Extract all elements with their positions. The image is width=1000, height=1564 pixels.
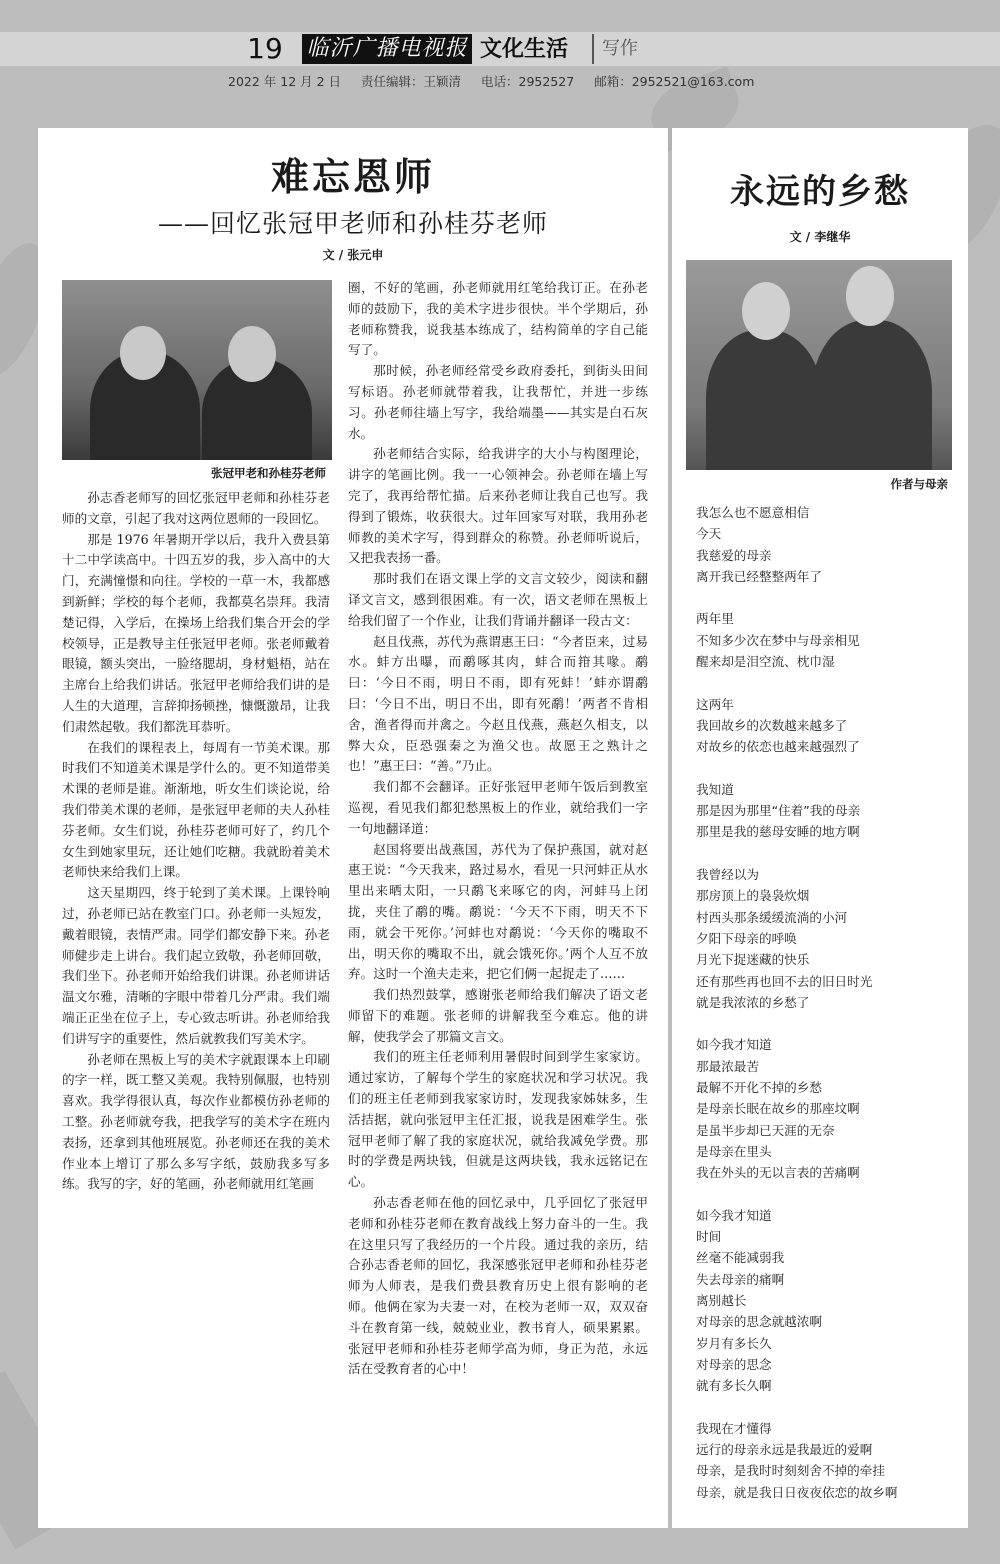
poem-line: 我回故乡的次数越来越多了 (696, 717, 848, 733)
poem-line: 那里是我的慈母安睡的地方啊 (696, 824, 860, 840)
poem-stanza (696, 502, 956, 587)
poem-line: 是虽半步却已天涯的无奈 (696, 1122, 835, 1138)
author-mother-photo (686, 260, 952, 470)
photo-caption: 张冠甲老和孙桂芬老师 (211, 466, 326, 480)
email-address: 邮箱：2952521@163.com (594, 74, 755, 89)
poem-line: 离开我已经整整两年了 (696, 568, 822, 584)
phone-number: 电话：2952527 (481, 74, 575, 89)
article-byline: 文 / 张元申 (322, 248, 384, 262)
paragraph: 孙志香老师写的回忆张冠甲老师和孙桂芬老师的文章，引起了我对这两位恩师的一段回忆。 (62, 490, 330, 526)
paragraph: 赵国将要出战燕国，苏代为了保护燕国，就对赵惠王说：“今天我来，路过易水，看见一只河蚌正从水里出来晒太阳，一只鹬飞来啄它的肉，河蚌马上闭拢，夹住了鹬的嘴。鹬说：‘今天不下雨，明天不下雨，就会干死你。’河蚌也对鹬说：‘今天你的嘴取不出，明天你的嘴取不出，就会饿死你。’两个人互不放弃。这时一个渔夫走来，把它们俩一起捉走了…… (348, 841, 648, 982)
poem-line: 对母亲的思念 (696, 1356, 772, 1372)
paragraph: 那时我们在语文课上学的文言文较少，阅读和翻译文言文，感到很困难。有一次，语文老师在黑板上给我们留了一个作业，让我们背诵并翻译一段古文： (348, 571, 648, 628)
poem-line: 两年里 (696, 611, 734, 627)
poem-byline: 文 / 李继华 (789, 230, 851, 244)
issue-date: 2022 年 12 月 2 日 (228, 74, 342, 89)
poem-line: 对故乡的依恋也越来越强烈了 (696, 739, 860, 755)
editor-name: 责任编辑：王颖清 (361, 74, 462, 89)
poem-line: 这两年 (696, 696, 734, 712)
poem-line: 时间 (696, 1229, 722, 1245)
poem-line: 今天 (696, 526, 722, 542)
paragraph: 在我们的课程表上，每周有一节美术课。那时我们不知道美术课是学什么的。更不知道带美术课的老师是谁。渐渐地，听女生们谈论说，给我们带美术课的老师，是张冠甲老师的夫人孙桂芬老师。女生们说，孙桂芬老师可好了，约几个女生到她家里玩，还让她们吃糖。我就盼着美术老师快来给我们上课。 (62, 739, 330, 880)
person-face (228, 326, 276, 382)
poem-line: 那房顶上的袅袅炊烟 (696, 888, 810, 904)
poem-line: 失去母亲的痛啊 (696, 1271, 785, 1287)
article-title: 难忘恩师 (270, 154, 435, 199)
paragraph: 孙老师在黑板上写的美术字就跟课本上印刷的字一样，既工整又美观。我特别佩服，也特别喜欢。我学得很认真，每次作业都模仿孙老师的工整。孙老师就夸我，把我学写的美术字在班内表扬，还拿到其他班展览。孙老师还在我的美术作业本上增订了那么多写字纸，鼓励我多写多练。我写的字，好的笔画，孙老师就用红笔画 (62, 1051, 330, 1192)
paragraph: 圈，不好的笔画，孙老师就用红笔给我订正。在孙老师的鼓励下，我的美术字进步很快。半个学期后，孙老师称赞我，说我基本练成了，结构简单的字自己能写了。 (348, 280, 648, 358)
poem-stanza (696, 608, 956, 672)
article-panel-right (672, 128, 968, 1528)
poem-line: 村西头那条缓缓流淌的小河 (696, 909, 848, 925)
poem-line: 月光下捉迷藏的快乐 (696, 952, 810, 968)
paragraph: 那时候，孙老师经常受乡政府委托，到街头田间写标语。孙老师就带着我，让我帮忙，并进一步练习。孙老师往墙上写字，我给端墨——其实是白石灰水。 (348, 363, 648, 441)
newspaper-name: 临沂广播电视报 (302, 34, 472, 64)
poem-stanza (696, 1418, 956, 1503)
poem-line: 我现在才懂得 (696, 1420, 772, 1436)
poem-line: 我曾经以为 (696, 867, 759, 883)
paragraph: 赵且伐燕，苏代为燕谓惠王曰：“今者臣来，过易水。蚌方出曝，而鹬啄其肉，蚌合而箝其喙。鹬曰：‘今日不雨，明日不雨，即有死蚌！’蚌亦谓鹬曰：‘今日不出，明日不出，即有死鹬！’两者不肯相舍，渔者得而并禽之。今赵且伐燕，燕赵久相支，以弊大众，臣恐强秦之为渔父也。故愿王之熟计之也！”惠王曰：“善。”乃止。 (348, 633, 648, 774)
text-column-2 (348, 278, 648, 1380)
paragraph: 那是 1976 年暑期开学以后，我升入费县第十二中学读高中。十四五岁的我，步入高中的大门，充满憧憬和向往。学校的一草一木，我都感到新鲜；学校的每个老师，我都莫名崇拜。我清楚记得，入学后，在操场上给我们集合开会的学校领导，正是教导主任张冠甲老师。张老师戴着眼镜，额头突出，一脸络腮胡，身材魁梧，站在主席台上给我们讲话。张冠甲老师给我们讲的是人生的大道理，言辞抑扬顿挫，慷慨激昂，让我们肃然起敬。我们都洗耳恭听。 (62, 531, 330, 734)
poem-line: 是母亲在里头 (696, 1143, 772, 1159)
poem-line: 离别越长 (696, 1292, 747, 1308)
poem-line: 就是我浓浓的乡愁了 (696, 994, 810, 1010)
poem-line: 岁月有多长久 (696, 1335, 772, 1351)
poem-line: 是母亲长眠在故乡的那座坟啊 (696, 1101, 860, 1117)
person-silhouette (812, 320, 932, 470)
poem-stanza (696, 1205, 956, 1397)
poem-stanza (696, 864, 956, 1013)
poem-line: 我知道 (696, 781, 734, 797)
poem-line: 醒来却是泪空流、枕巾湿 (696, 654, 835, 670)
person-silhouette (706, 330, 822, 470)
poem-line: 如今我才知道 (696, 1207, 772, 1223)
poem-line: 远行的母亲永远是我最近的爱啊 (696, 1442, 873, 1458)
poem-stanza (696, 694, 956, 758)
poem-stanza (696, 779, 956, 843)
poem-line: 母亲，就是我日日夜夜依恋的故乡啊 (696, 1484, 898, 1500)
paragraph: 我们的班主任老师利用暑假时间到学生家家访。通过家访，了解每个学生的家庭状况和学习状况。我们的班主任老师到我家家访时，发现我家姊妹多，生活拮据，就向张冠甲主任汇报，说我是困难学生。张冠甲老师了解了我的家庭状况，就给我减免学费。那时的学费是两块钱，但就是这两块钱，我永远铭记在心。 (348, 1049, 648, 1190)
poem-line: 不知多少次在梦中与母亲相见 (696, 632, 860, 648)
poem-line: 我慈爱的母亲 (696, 547, 772, 563)
person-face (120, 326, 166, 380)
poem-line: 还有那些再也回不去的旧日时光 (696, 973, 873, 989)
page-number: 19 (247, 32, 283, 65)
person-face (846, 266, 894, 326)
paragraph: 我们热烈鼓掌，感谢张老师给我们解决了语文老师留下的难题。张老师的讲解我至今难忘。他的讲解，使我学会了那篇文言文。 (348, 987, 648, 1044)
paragraph: 我们都不会翻译。正好张冠甲老师午饭后到教室巡视，看见我们都犯愁黑板上的作业，就给我们一字一句地翻译道： (348, 779, 648, 836)
person-face (742, 282, 790, 340)
paragraph: 孙老师结合实际，给我讲字的大小与构图理论，讲字的笔画比例。我一一心领神会。孙老师在墙上写完了，我再给帮忙描。后来孙老师让我自己也写。我得到了锻炼，收获很大。过年回家写对联，我用孙老师教的美术字写，得到群众的称赞。孙老师听说后，又把我表扬一番。 (348, 446, 648, 566)
poem-line: 最解不开化不掉的乡愁 (696, 1080, 822, 1096)
article-subtitle: ——回忆张冠甲老师和孙桂芬老师 (158, 209, 549, 238)
poem-line: 我在外头的无以言表的苦痛啊 (696, 1165, 860, 1181)
poem-line: 母亲，是我时时刻刻舍不掉的牵挂 (696, 1463, 885, 1479)
issue-meta (228, 72, 770, 90)
poem-line: 对母亲的思念就越浓啊 (696, 1314, 822, 1330)
poem-title: 永远的乡愁 (730, 172, 910, 212)
poem-body (696, 502, 956, 1524)
poem-line: 我怎么也不愿意相信 (696, 505, 810, 520)
sub-section-name: 写作 (592, 34, 638, 64)
paragraph: 孙志香老师在他的回忆录中，几乎回忆了张冠甲老师和孙桂芬老师在教育战线上努力奋斗的一生。我在这里只写了我经历的一个片段。通过我的亲历，结合孙志香老师的回忆，我深感张冠甲老师和孙桂芬老师为人师表，是我们费县教育历史上很有影响的老师。他俩在家为夫妻一对，在校为老师一双，双双奋斗在教育第一线，兢兢业业，教书育人，硕果累累。张冠甲老师和孙桂芬老师学高为师，身正为范，永远活在受教育者的心中！ (348, 1195, 648, 1377)
poem-line: 如今我才知道 (696, 1037, 772, 1053)
article-panel-left (38, 128, 668, 1528)
section-name: 文化生活 (480, 36, 569, 62)
paragraph: 这天星期四，终于轮到了美术课。上课铃响过，孙老师已站在教室门口。孙老师一头短发，戴着眼镜，表情严肃。同学们都安静下来。孙老师健步走上讲台。我们起立致敬，孙老师回敬，我们坐下。孙老师开始给我们讲课。孙老师讲话温文尔雅，清晰的字眼中带着几分严肃。我们端端正正坐在位子上，专心致志听讲。孙老师给我们讲写字的重要性，然后就教我们写美术字。 (62, 885, 330, 1046)
poem-line: 那是因为那里“住着”我的母亲 (696, 803, 861, 819)
poem-stanza (696, 1034, 956, 1183)
poem-line: 就有多长久啊 (696, 1378, 772, 1394)
poem-line: 那最浓最苦 (696, 1058, 759, 1074)
poem-line: 夕阳下母亲的呼唤 (696, 930, 797, 946)
text-column-1 (62, 488, 330, 1195)
poem-line: 丝毫不能减弱我 (696, 1250, 785, 1266)
photo-caption: 作者与母亲 (890, 477, 948, 491)
teachers-photo (62, 280, 332, 460)
